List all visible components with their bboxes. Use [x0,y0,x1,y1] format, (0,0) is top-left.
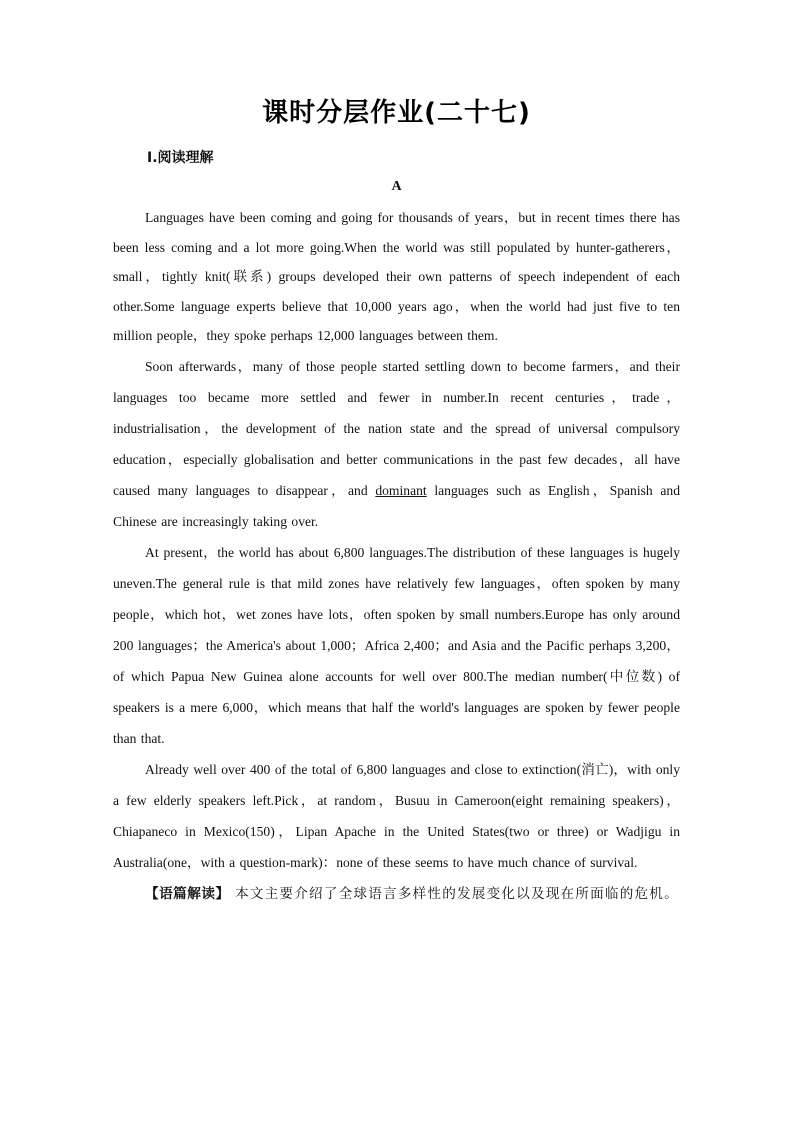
page-title: 课时分层作业(二十七) [262,98,531,128]
paragraph-2-text-a: Soon afterwards，many of those people started settling down to become farmers，and their languages too became more settled and fewer in number.In recent centuries，trade，industrialisation，the development of the nation state and the spread of universal compulsory education，especially globalisation and better communications in the past few decades，all have caused many languages to disappear，and [113,358,680,498]
paragraph-2 [113,351,680,537]
passage-label: A [391,179,402,194]
analysis-text: 本文主要介绍了全球语言多样性的发展变化以及现在所面临的危机。 [229,885,679,902]
analysis-label: 【语篇解读】 [145,885,230,902]
paragraph-2-text-b: languages such as English，Spanish and Chinese are increasingly taking over. [113,482,680,529]
section-heading: Ⅰ.阅读理解 [147,150,214,166]
paragraph-4: Already well over 400 of the total of 6,800 languages and close to extinction(消亡)，with only a few elderly speakers left.Pick，at random，Busuu in Cameroon(eight remaining speakers)，Chiapaneco in Mexico(150)，Lipan Apache in the United States(two or three) or Wadjigu in Australia(one，with a question-mark)：none of these seems to have much chance of survival. [113,761,680,870]
paragraph-1: Languages have been coming and going for thousands of years，but in recent times there has been less coming and a lot more going.When the world was still populated by hunter-gatherers，small，tightly knit(联系) groups developed their own patterns of speech independent of each other.Some language experts believe that 10,000 years ago，when the world had just five to ten million people，they spoke perhaps 12,000 languages between them. [113,210,680,344]
passage-analysis [113,880,680,909]
paragraph-3: At present，the world has about 6,800 languages.The distribution of these languages is hugely uneven.The general rule is that mild zones have relatively few languages，often spoken by many people，which hot，wet zones have lots，often spoken by small numbers.Europe has only around 200 languages；the America's about 1,000；Africa 2,400；and Asia and the Pacific perhaps 3,200，of which Papua New Guinea alone accounts for well over 800.The median number(中位数) of speakers is a mere 6,000，which means that half the world's languages are spoken by fewer people than that. [113,544,680,746]
underlined-word: dominant [375,482,427,498]
